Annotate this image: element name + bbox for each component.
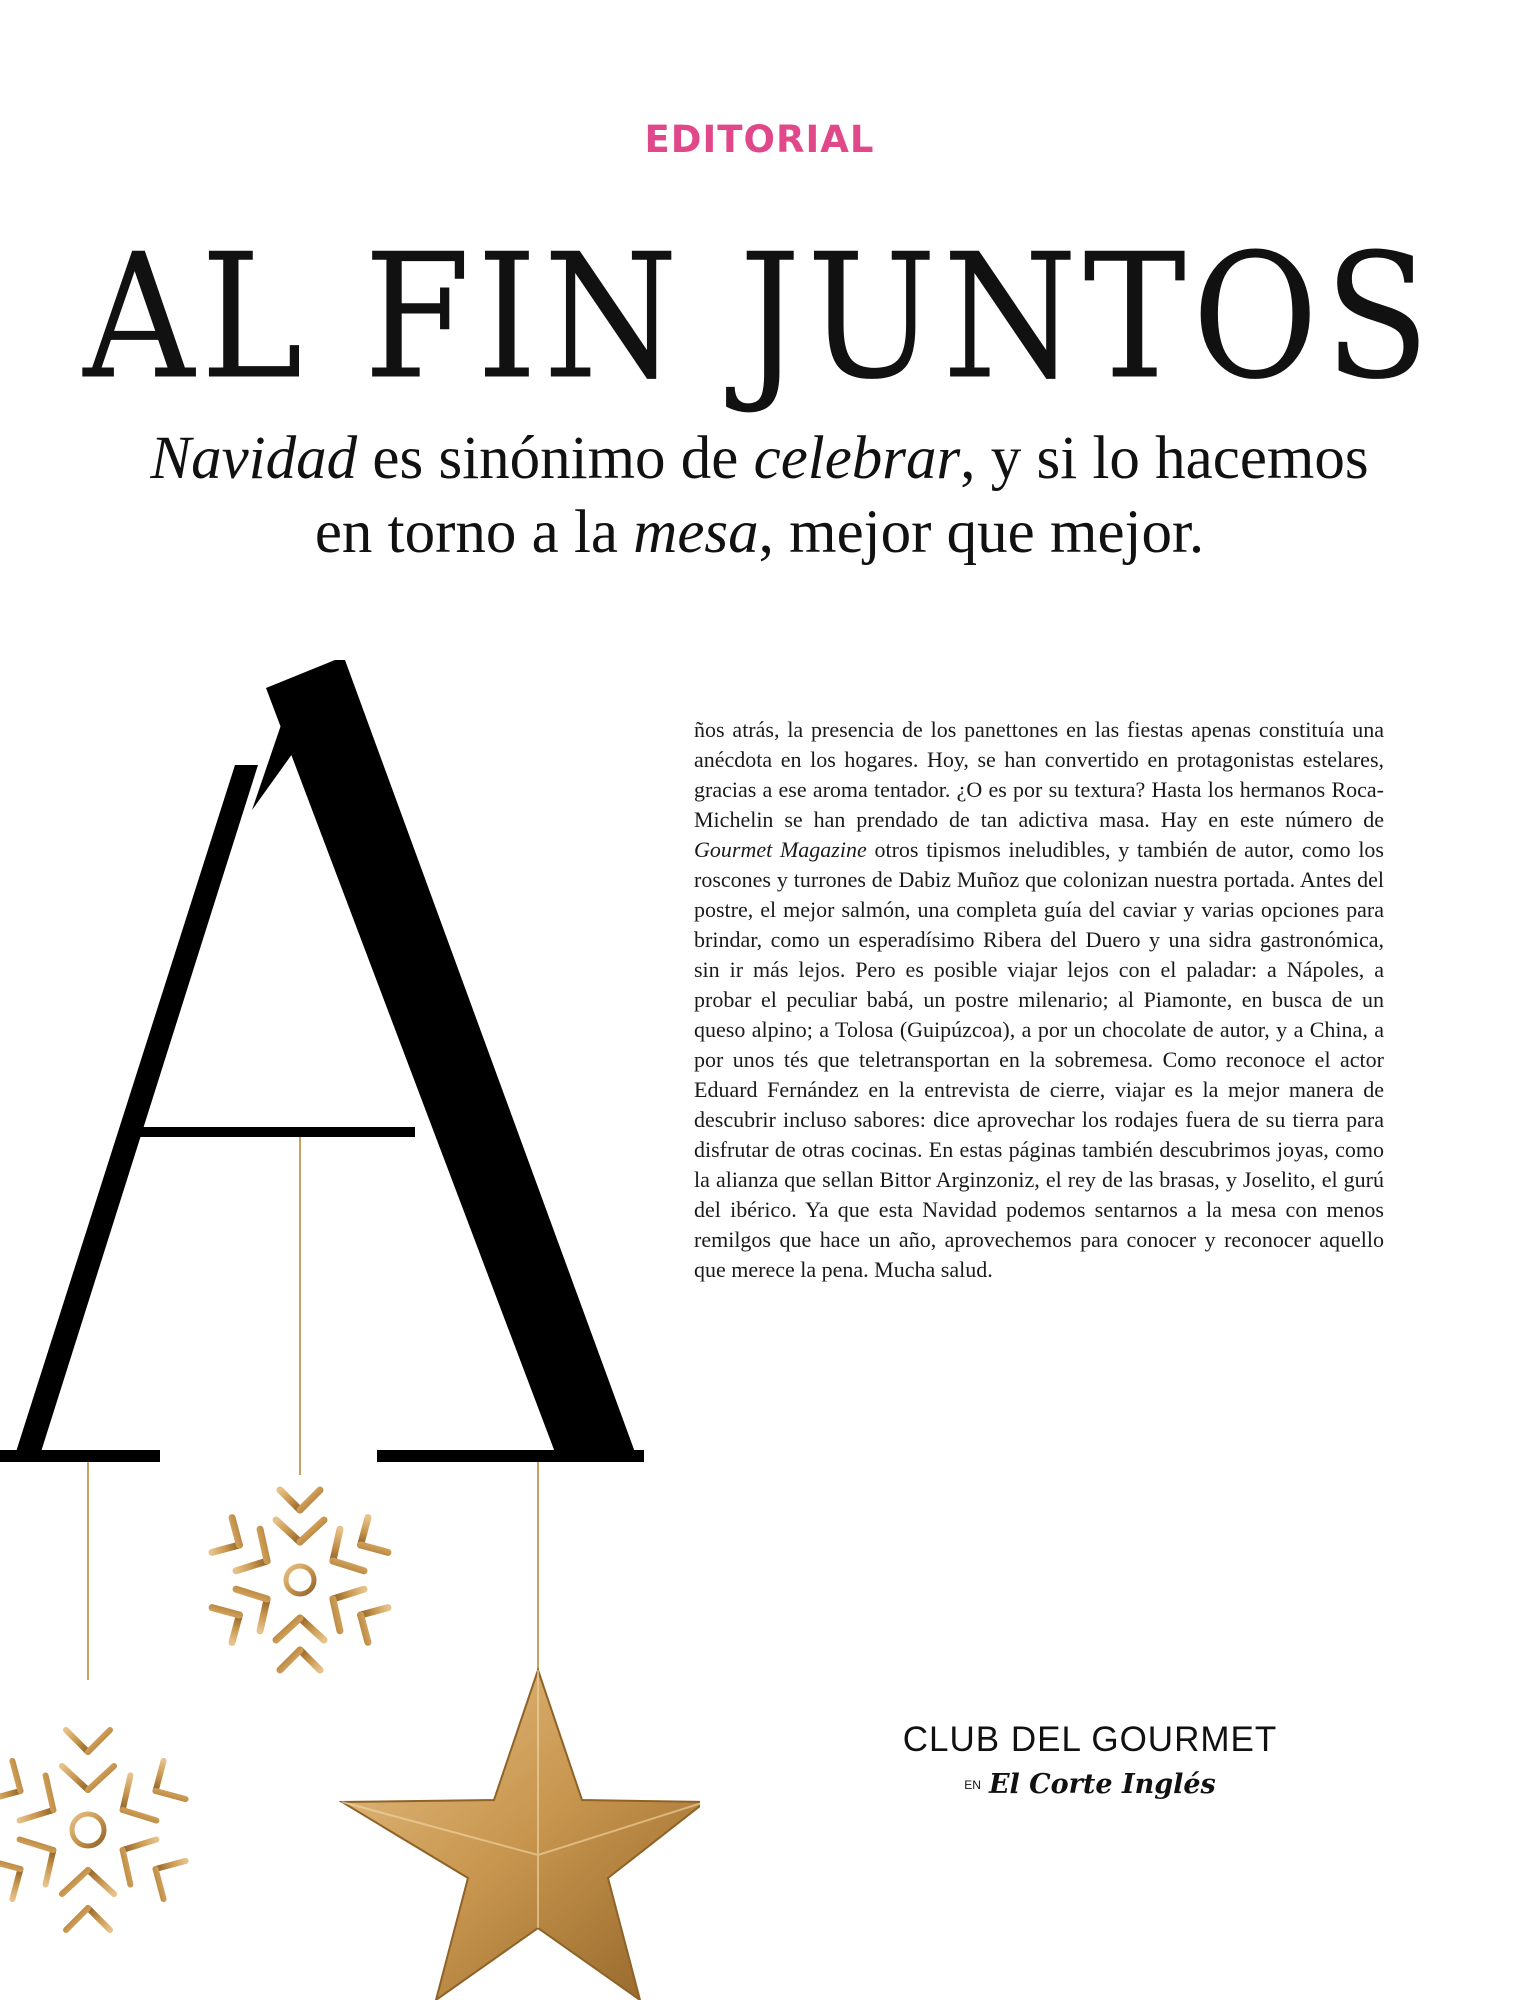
subtitle-text: , y si lo hacemos [960,425,1369,492]
logo-subline [880,1771,1300,1798]
magazine-title: Gourmet Magazine [694,837,867,862]
star-ornament-icon [342,1670,700,2000]
subtitle-emphasis: mesa [633,499,759,566]
club-del-gourmet-logo [880,1722,1300,1798]
snowflake-ornament-icon [198,1476,402,1684]
logo-en: EN [964,1777,981,1792]
headline: AL FIN JUNTOS [83,217,1436,418]
snowflake-ornament-icon [0,1712,203,1948]
body-text: otros tipismos ineludibles, y también de autor, como los roscones y turrones de Dabiz Muñoz que colonizan nuestra portada. Antes del postre, el mejor salmón, una completa guía del caviar y varias opciones para brindar, como un esperadísimo Ribera del Duero y una sidra gastronómica, sin ir más lejos. Pero es posible viajar lejos con el paladar: a Nápoles, a probar el peculiar babá, un postre milenario; al Piamonte, en busca de un queso alpino; a Tolosa (Guipúzcoa), a por un chocolate de autor, y a China, a por unos tés que teletransportan en la sobremesa. Como reconoce el actor Eduard Fernández en la entrevista de cierre, viajar es la mejor manera de descubrir incluso sabores: dice aprovechar los rodajes fuera de su tierra para disfrutar de otras cocinas. En estas páginas también descubrimos joyas, como la alianza que sellan Bittor Arginzoniz, el rey de las brasas, y Joselito, el gurú del ibérico. Ya que esta Navidad podemos sentarnos a la mesa con menos remilgos que hace un año, aprovechemos para conocer y reconocer aquello que merece la pena. Mucha salud. [694,837,1384,1282]
body-text: ños atrás, la presencia de los panettones en las fiestas apenas constituía una anécdota en los hogares. Hoy, se han convertido en protagonistas estelares, gracias a ese aroma tentador. ¿O es por su textura? Hasta los hermanos Roca-Michelin se han prendado de tan adictiva masa. Hay en este número de [694,717,1384,832]
subtitle-text: , mejor que mejor. [758,499,1205,566]
subtitle-emphasis: celebrar [753,425,961,492]
subtitle [0,422,1519,570]
subtitle-emphasis: Navidad [150,425,358,492]
section-label: EDITORIAL [644,118,875,161]
drop-cap-letter [0,660,644,1462]
subtitle-line-2 [0,496,1519,570]
logo-brand: El Corte Inglés [988,1769,1216,1800]
body-paragraph [694,715,1384,1285]
subtitle-line-1 [0,422,1519,496]
editorial-body [694,715,1384,1285]
logo-title: CLUB DEL GOURMET [902,1720,1278,1759]
subtitle-text: en torno a la [314,499,634,566]
drop-cap-illustration [0,660,700,2000]
subtitle-text: es sinónimo de [357,425,754,492]
